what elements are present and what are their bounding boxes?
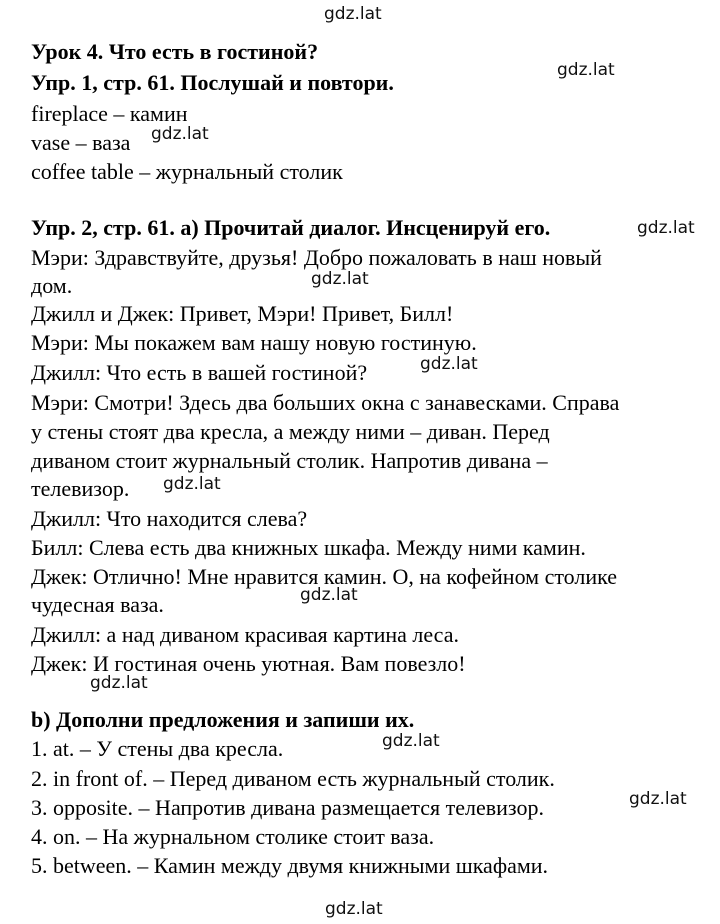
answer-item: 1. at. – У стены два кресла. [31, 736, 284, 761]
vocab-item: vase – ваза [31, 130, 131, 155]
dialog-line: Джек: И гостиная очень уютная. Вам повезло! [31, 651, 466, 676]
watermark: gdz.lat [300, 585, 358, 605]
dialog-line: Джилл и Джек: Привет, Мэри! Привет, Билл! [31, 301, 454, 326]
watermark: gdz.lat [90, 673, 148, 693]
answer-item: 2. in front of. – Перед диваном есть журнальный столик. [31, 766, 555, 791]
dialog-line: Джилл: Что есть в вашей гостиной? [31, 360, 368, 385]
dialog-line: Мэри: Смотри! Здесь два больших окна с занавесками. Справа [31, 390, 620, 415]
dialog-line: Мэри: Здравствуйте, друзья! Добро пожаловать в наш новый [31, 245, 602, 270]
watermark: gdz.lat [324, 4, 382, 24]
dialog-line: диваном стоит журнальный столик. Напротив дивана – [31, 448, 548, 473]
dialog-line: чудесная ваза. [31, 592, 164, 617]
watermark: gdz.lat [151, 124, 209, 144]
watermark: gdz.lat [311, 269, 369, 289]
vocab-item: fireplace – камин [31, 101, 188, 126]
vocab-item: coffee table – журнальный столик [31, 159, 343, 184]
watermark: gdz.lat [629, 789, 687, 809]
answer-item: 4. on. – На журнальном столике стоит ваза. [31, 824, 435, 849]
dialog-line: Мэри: Мы покажем вам нашу новую гостиную. [31, 330, 477, 355]
dialog-line: телевизор. [31, 476, 130, 501]
dialog-line: Джек: Отлично! Мне нравится камин. О, на кофейном столике [31, 564, 618, 589]
exercise-1-heading: Упр. 1, стр. 61. Послушай и повтори. [31, 70, 394, 95]
answer-item: 5. between. – Камин между двумя книжными шкафами. [31, 853, 549, 878]
dialog-line: Джилл: а над диваном красивая картина леса. [31, 622, 459, 647]
dialog-line: у стены стоят два кресла, а между ними – диван. Перед [31, 419, 550, 444]
watermark: gdz.lat [637, 218, 695, 238]
dialog-line: Джилл: Что находится слева? [31, 506, 308, 531]
lesson-title: Урок 4. Что есть в гостиной? [31, 39, 319, 64]
answer-item: 3. opposite. – Напротив дивана размещается телевизор. [31, 795, 544, 820]
watermark: gdz.lat [382, 731, 440, 751]
watermark: gdz.lat [557, 60, 615, 80]
watermark: gdz.lat [163, 474, 221, 494]
exercise-2a-heading: Упр. 2, стр. 61. а) Прочитай диалог. Инсценируй его. [31, 215, 551, 240]
watermark: gdz.lat [325, 899, 383, 919]
dialog-line: Билл: Слева есть два книжных шкафа. Между ними камин. [31, 535, 586, 560]
watermark: gdz.lat [420, 354, 478, 374]
dialog-line: дом. [31, 273, 73, 298]
exercise-2b-heading: b) Дополни предложения и запиши их. [31, 707, 415, 732]
